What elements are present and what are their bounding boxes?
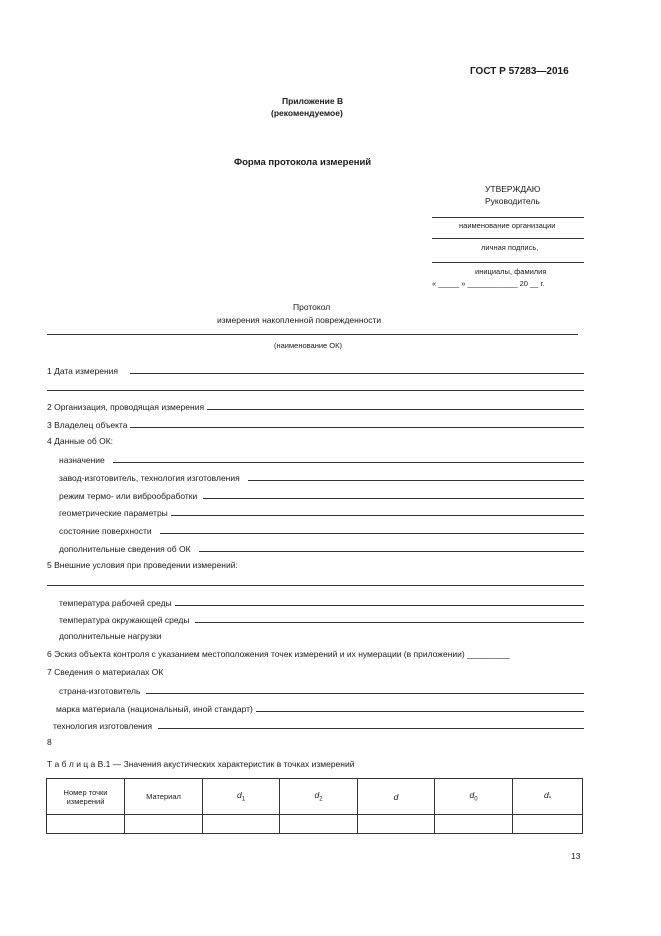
item-owner-label: 3 Владелец объекта bbox=[47, 420, 128, 430]
col-material: Материал bbox=[125, 779, 203, 815]
country-field[interactable] bbox=[146, 684, 584, 694]
item-manufacturer[interactable] bbox=[59, 471, 584, 483]
item-ambient-temp-label: температура окружающей среды bbox=[59, 615, 190, 625]
table-cell[interactable] bbox=[203, 815, 280, 834]
col-dstar-symbol: d bbox=[543, 790, 549, 801]
sign-caption: личная подпись, bbox=[481, 243, 539, 252]
item-work-temp[interactable] bbox=[59, 596, 584, 608]
appendix-title: Приложение В bbox=[282, 96, 344, 106]
item-ambient-temp[interactable] bbox=[59, 613, 584, 625]
table-cell[interactable] bbox=[47, 815, 125, 834]
item-organization[interactable] bbox=[47, 400, 584, 412]
item-manufacturer-label: завод-изготовитель, технология изготовления bbox=[59, 473, 240, 483]
item-owner[interactable] bbox=[47, 418, 584, 430]
item-surface[interactable] bbox=[59, 524, 584, 536]
item-measurement-date[interactable] bbox=[47, 364, 584, 376]
item-country-label: страна-изготовитель bbox=[59, 686, 141, 696]
material-grade-field[interactable] bbox=[256, 702, 584, 712]
col-d2-sub: 2 bbox=[319, 796, 323, 803]
name-line[interactable] bbox=[432, 262, 584, 263]
organization-field[interactable] bbox=[207, 400, 584, 410]
item-sketch[interactable]: 6 Эскиз объекта контроля с указанием местоположения точек измерений и их нумерации (в приложении) _________ bbox=[47, 649, 510, 659]
col-dstar-sub: * bbox=[548, 796, 552, 803]
item-conditions-label: 5 Внешние условия при проведении измерений: bbox=[47, 560, 238, 570]
col-d0-sub: 0 bbox=[474, 796, 478, 803]
table-cell[interactable] bbox=[125, 815, 203, 834]
item-extra-loads-label: дополнительные нагрузки bbox=[59, 631, 162, 641]
col-point-number bbox=[47, 779, 125, 815]
table-cell[interactable] bbox=[435, 815, 513, 834]
col-dstar bbox=[513, 779, 583, 815]
table-cell[interactable] bbox=[513, 815, 583, 834]
ambient-temp-field[interactable] bbox=[195, 613, 584, 623]
col-d bbox=[358, 779, 435, 815]
owner-field[interactable] bbox=[130, 418, 584, 428]
approval-date[interactable]: « _____ » ____________ 20 __ г. bbox=[432, 279, 545, 288]
item-object-data-label: 4 Данные об ОК: bbox=[47, 436, 114, 446]
item-purpose-label: назначение bbox=[59, 455, 105, 465]
document-code: ГОСТ Р 57283—2016 bbox=[470, 66, 569, 77]
col-d0-symbol: d bbox=[469, 790, 475, 801]
item-material-grade-label: марка материала (национальный, иной стандарт) bbox=[56, 704, 253, 714]
protocol-title: Протокол bbox=[293, 302, 331, 312]
org-caption: наименование организации bbox=[459, 221, 556, 230]
item-additional-info-label: дополнительные сведения об ОК bbox=[59, 544, 191, 554]
sign-line[interactable] bbox=[432, 238, 584, 239]
object-name-line[interactable] bbox=[47, 334, 578, 335]
col-d1-symbol: d bbox=[236, 790, 242, 801]
col-d1 bbox=[203, 779, 280, 815]
col-point-number-line2: измерений bbox=[66, 796, 105, 806]
item-material-grade[interactable] bbox=[56, 702, 584, 714]
object-caption: (наименование ОК) bbox=[274, 341, 342, 350]
col-d2-symbol: d bbox=[314, 790, 320, 801]
item-8-label: 8 bbox=[47, 737, 52, 747]
table-caption: Т а б л и ц а В.1 — Значения акустических характеристик в точках измерений bbox=[47, 759, 355, 769]
col-point-number-line1: Номер точки bbox=[63, 787, 108, 797]
item-geometry[interactable] bbox=[59, 506, 584, 518]
name-caption: инициалы, фамилия bbox=[475, 267, 547, 276]
surface-field[interactable] bbox=[160, 524, 584, 534]
measurement-date-field[interactable] bbox=[130, 364, 584, 374]
conditions-line[interactable] bbox=[47, 585, 584, 586]
col-d0 bbox=[435, 779, 513, 815]
page-number: 13 bbox=[571, 851, 581, 861]
form-title: Форма протокола измерений bbox=[234, 157, 372, 168]
table-header-row bbox=[47, 779, 583, 815]
item-purpose[interactable] bbox=[59, 453, 584, 465]
additional-info-field[interactable] bbox=[199, 542, 584, 552]
item-measurement-date-label: 1 Дата измерения bbox=[47, 366, 118, 376]
table-cell[interactable] bbox=[280, 815, 358, 834]
measurement-date-extra-line[interactable] bbox=[47, 390, 584, 391]
item-surface-label: состояние поверхности bbox=[59, 526, 152, 536]
table-row[interactable] bbox=[47, 815, 583, 834]
measurement-table bbox=[46, 778, 583, 834]
item-materials-label: 7 Сведения о материалах ОК bbox=[47, 667, 164, 677]
item-treatment-label: режим термо- или виброобработки bbox=[59, 491, 198, 501]
work-temp-field[interactable] bbox=[175, 596, 584, 606]
technology-field[interactable] bbox=[158, 719, 584, 729]
manufacturer-field[interactable] bbox=[248, 471, 584, 481]
item-additional-info[interactable] bbox=[59, 542, 584, 554]
item-geometry-label: геометрические параметры bbox=[59, 508, 168, 518]
item-work-temp-label: температура рабочей среды bbox=[59, 598, 172, 608]
purpose-field[interactable] bbox=[113, 453, 584, 463]
col-d1-sub: 1 bbox=[241, 796, 246, 803]
appendix-subtitle: (рекомендуемое) bbox=[271, 108, 343, 118]
table-cell[interactable] bbox=[358, 815, 435, 834]
treatment-field[interactable] bbox=[203, 489, 584, 499]
col-d2 bbox=[280, 779, 358, 815]
approve-label: УТВЕРЖДАЮ bbox=[485, 184, 541, 194]
item-country[interactable] bbox=[59, 684, 584, 696]
geometry-field[interactable] bbox=[171, 506, 584, 516]
item-organization-label: 2 Организация, проводящая измерения bbox=[47, 402, 205, 412]
item-treatment[interactable] bbox=[59, 489, 584, 501]
head-label: Руководитель bbox=[485, 196, 540, 206]
col-d-symbol: d bbox=[393, 791, 399, 802]
protocol-subtitle: измерения накопленной поврежденности bbox=[217, 315, 382, 325]
item-technology[interactable] bbox=[53, 719, 584, 731]
item-technology-label: технология изготовления bbox=[53, 721, 153, 731]
org-line[interactable] bbox=[432, 217, 584, 218]
